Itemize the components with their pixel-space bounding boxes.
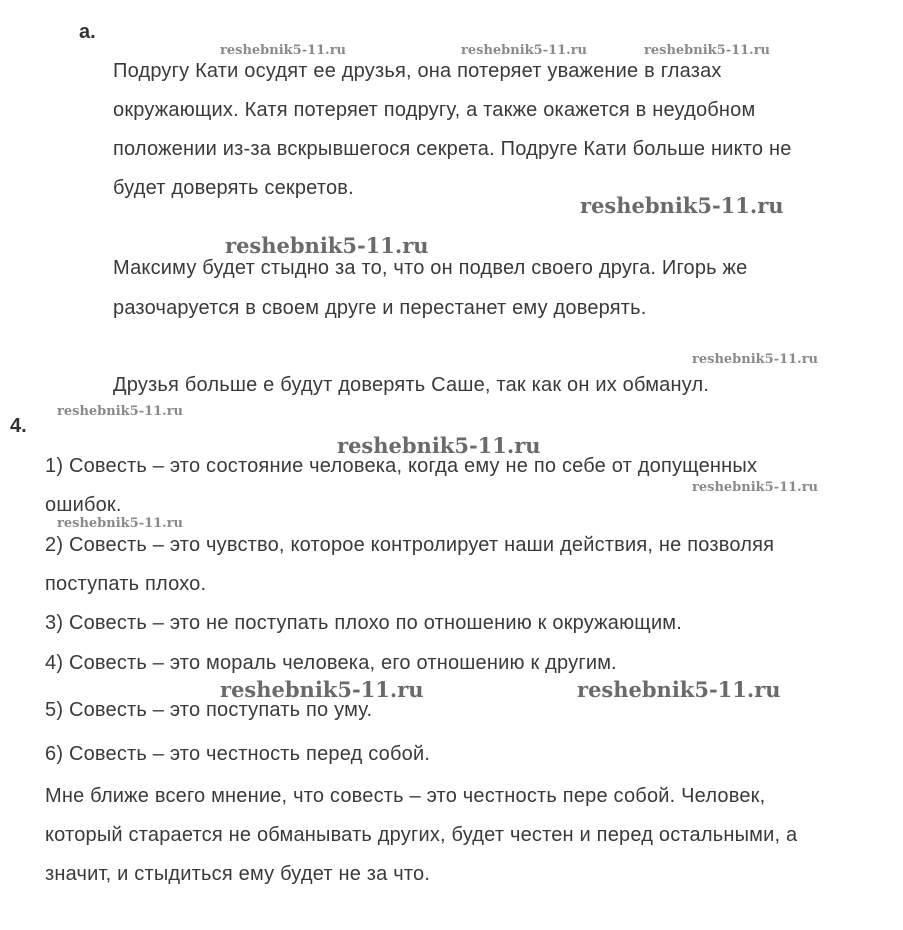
- section-4-marker: 4.: [10, 415, 27, 437]
- text-line: будет доверять секретов.: [113, 177, 354, 199]
- watermark: reshebnik5-11.ru: [692, 480, 819, 495]
- text-line: 5) Совесть – это поступать по уму.: [45, 699, 373, 721]
- text-line: положении из-за вскрывшегося секрета. Подруге Кати больше никто не: [113, 138, 792, 160]
- text-line: Друзья больше е будут доверять Саше, так как он их обманул.: [113, 374, 710, 396]
- watermark: reshebnik5-11.ru: [57, 516, 184, 531]
- text-line: 1) Совесть – это состояние человека, когда ему не по себе от допущенных: [45, 455, 758, 477]
- watermark: reshebnik5-11.ru: [220, 677, 424, 702]
- text-line: 6) Совесть – это честность перед собой.: [45, 743, 431, 765]
- watermark: reshebnik5-11.ru: [692, 352, 819, 367]
- section-a-marker: а.: [79, 21, 96, 43]
- watermark: reshebnik5-11.ru: [577, 677, 781, 702]
- watermark: reshebnik5-11.ru: [57, 404, 184, 419]
- text-line: который старается не обманывать других, будет честен и перед остальными, а: [45, 824, 798, 846]
- watermark: reshebnik5-11.ru: [220, 43, 347, 58]
- text-line: 2) Совесть – это чувство, которое контролирует наши действия, не позволяя: [45, 534, 775, 556]
- text-line: разочаруется в своем друге и перестанет ему доверять.: [113, 297, 647, 319]
- text-line: поступать плохо.: [45, 573, 207, 595]
- text-line: Мне ближе всего мнение, что совесть – это честность пере собой. Человек,: [45, 785, 766, 807]
- watermark: reshebnik5-11.ru: [337, 433, 541, 458]
- text-line: значит, и стыдиться ему будет не за что.: [45, 863, 431, 885]
- watermark: reshebnik5-11.ru: [461, 43, 588, 58]
- text-line: ошибок.: [45, 494, 122, 516]
- text-line: Подругу Кати осудят ее друзья, она потеряет уважение в глазах: [113, 60, 722, 82]
- text-line: Максиму будет стыдно за то, что он подвел своего друга. Игорь же: [113, 257, 748, 279]
- text-line: окружающих. Катя потеряет подругу, а также окажется в неудобном: [113, 99, 756, 121]
- watermark: reshebnik5-11.ru: [225, 233, 429, 258]
- watermark: reshebnik5-11.ru: [580, 193, 784, 218]
- watermark: reshebnik5-11.ru: [644, 43, 771, 58]
- text-line: 3) Совесть – это не поступать плохо по отношению к окружающим.: [45, 612, 683, 634]
- text-line: 4) Совесть – это мораль человека, его отношению к другим.: [45, 652, 617, 674]
